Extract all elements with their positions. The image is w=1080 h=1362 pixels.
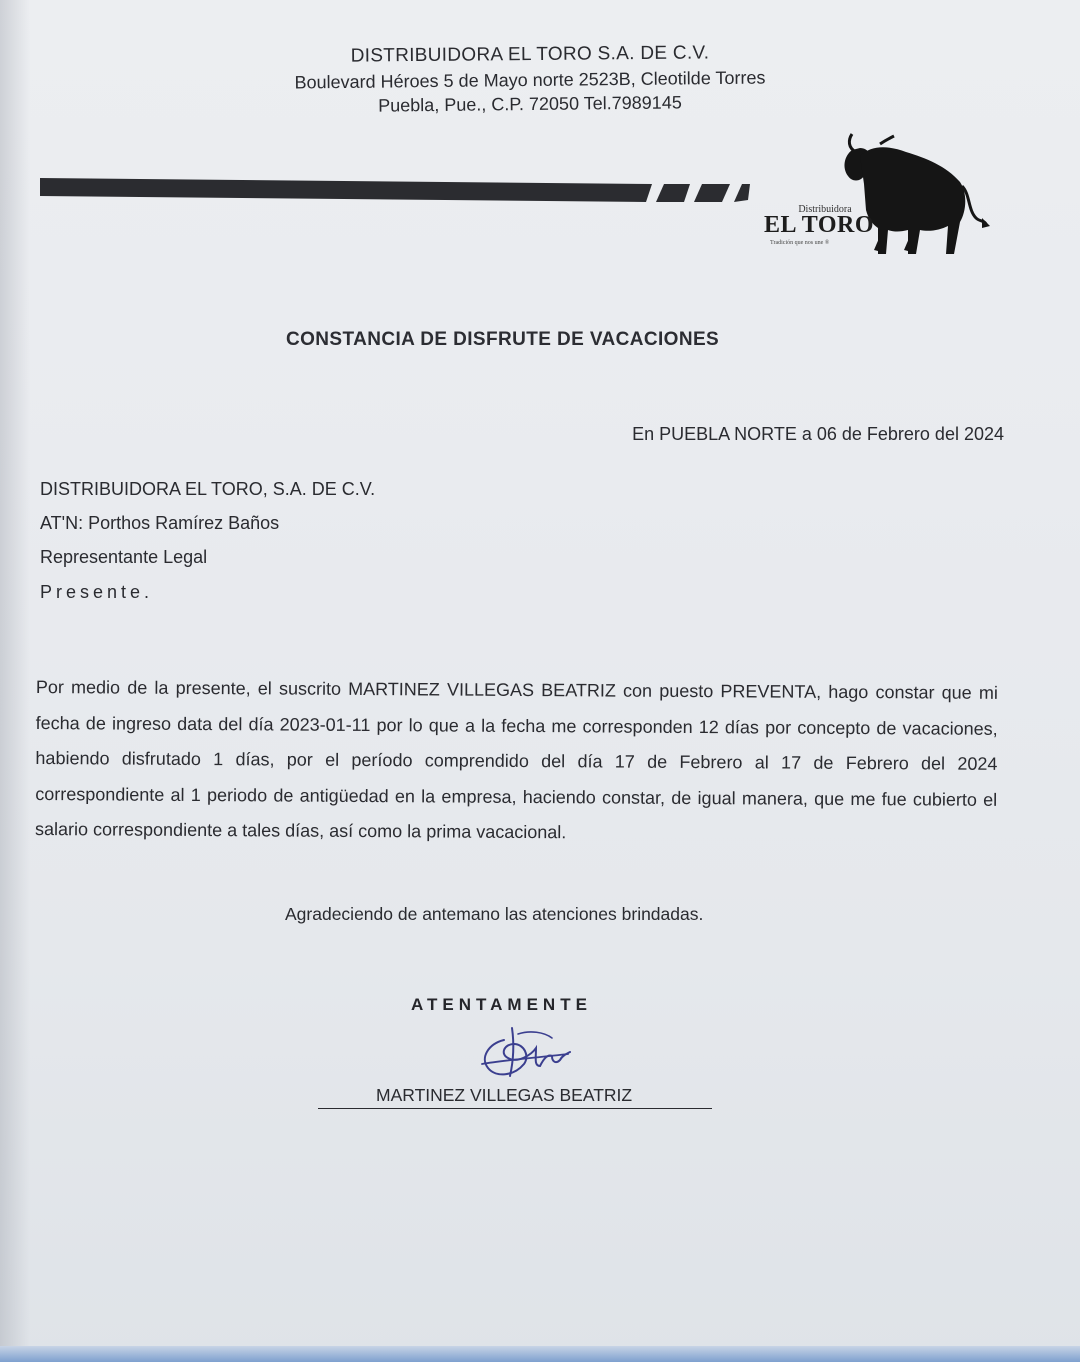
body-paragraph: Por medio de la presente, el suscrito MARTINEZ VILLEGAS BEATRIZ con puesto PREVENTA, hago constar que mi fecha de ingreso data del día 2023-01-11 por lo que a la fecha me corresponden 12 días por concepto de vacaciones, habiendo disfrutado 1 días, por el período comprendido del día 17 de Febrero al 17 de Febrero del 2024 correspondiente al 1 periodo de antigüedad en la empresa, haciendo constar, de igual manera, que me fue cubierto el salario correspondiente a tales días, así como la prima vacacional. (34, 676, 998, 843)
document-title: CONSTANCIA DE DISFRUTE DE VACACIONES (286, 329, 720, 350)
signature-line (318, 1108, 712, 1109)
header-decorative-bar (40, 172, 760, 212)
header-address-line1: Boulevard Héroes 5 de Mayo norte 2523B, Cleotilde Torres (294, 67, 766, 93)
page-shadow (0, 0, 30, 1362)
closing-line: Agradeciendo de antemano las atenciones brindadas. (285, 904, 704, 924)
addressee-attention: AT'N: Porthos Ramírez Baños (40, 513, 280, 533)
place-and-date: En PUEBLA NORTE a 06 de Febrero del 2024 (632, 424, 1004, 444)
addressee-company: DISTRIBUIDORA EL TORO, S.A. DE C.V. (40, 479, 376, 499)
addressee-role: Representante Legal (40, 547, 208, 567)
signer-name: MARTINEZ VILLEGAS BEATRIZ (376, 1085, 633, 1105)
addressee-presente: Presente. (40, 582, 154, 602)
header-company-name: DISTRIBUIDORA EL TORO S.A. DE C.V. (350, 42, 710, 67)
logo-subtitle: Distribuidora (798, 204, 852, 215)
signoff-label: ATENTAMENTE (411, 995, 592, 1014)
header-address-line2: Puebla, Pue., C.P. 72050 Tel.7989145 (378, 92, 682, 116)
page-bottom-edge (0, 1346, 1080, 1362)
logo-tagline: Tradición que nos une ® (770, 240, 830, 246)
handwritten-signature (474, 1018, 574, 1084)
logo-wordmark: EL TORO (764, 212, 874, 238)
